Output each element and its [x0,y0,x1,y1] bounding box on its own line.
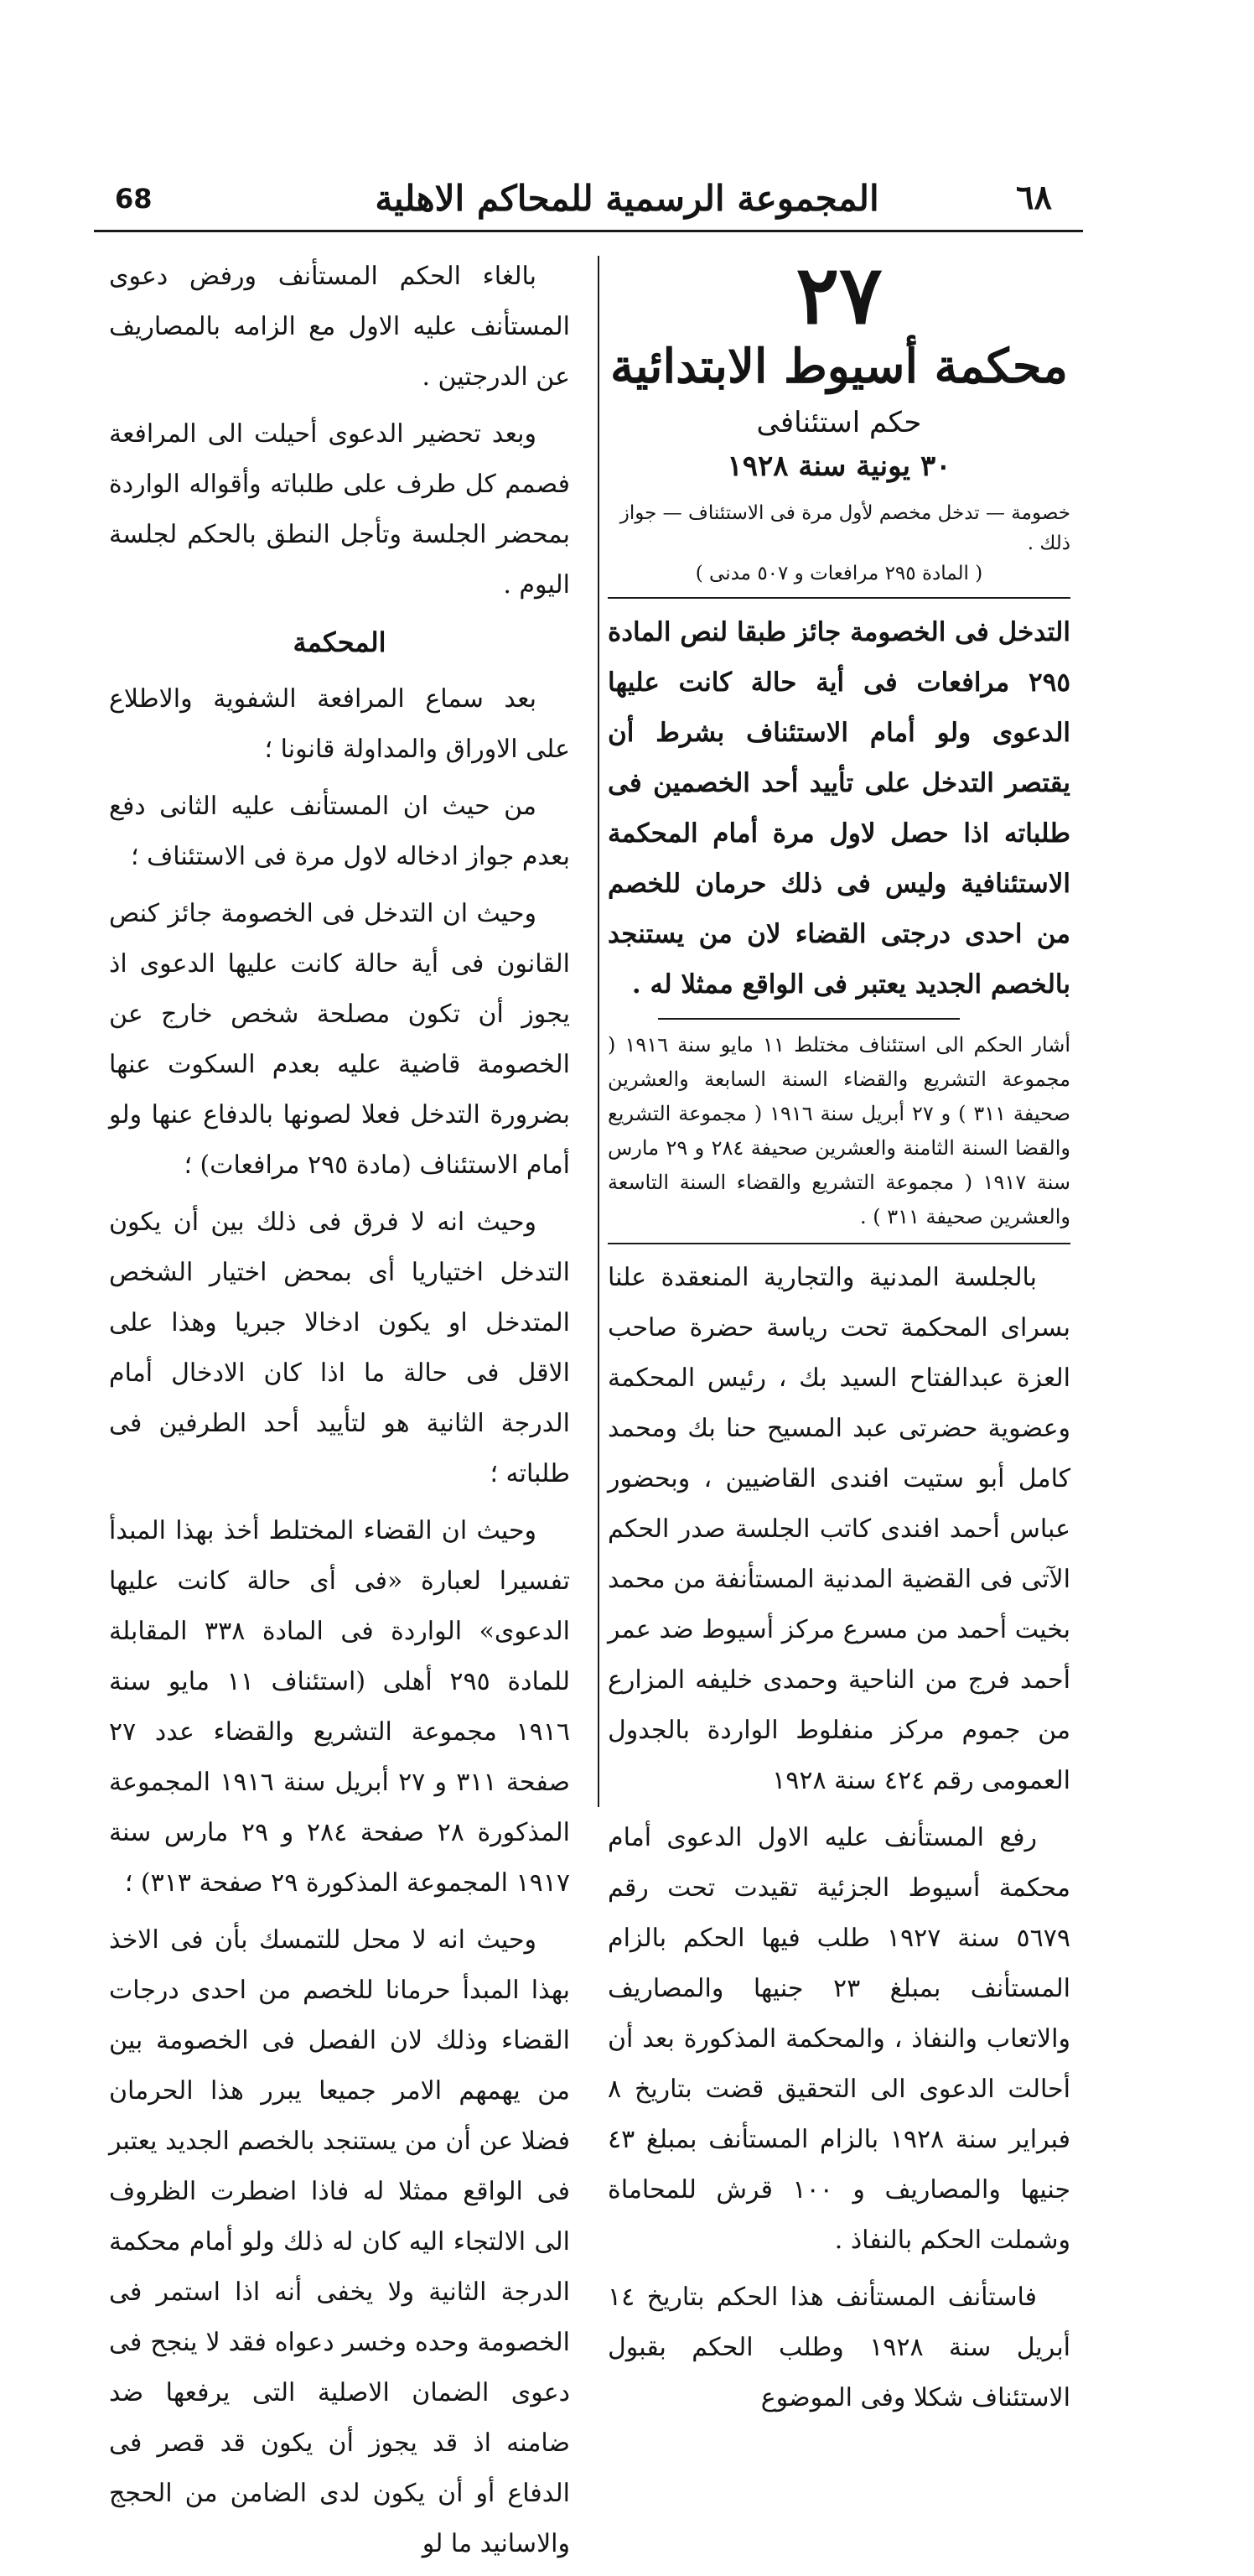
paragraph: بعد سماع المرافعة الشفوية والاطلاع على الاوراق والمداولة قانونا ؛ [109,684,570,764]
paragraph: بالغاء الحكم المستأنف ورفض دعوى المستأنف عليه الاول مع الزامه بالمصاريف عن الدرجتين . [109,262,570,392]
case-keywords: خصومة — تدخل مخصم لأول مرة فى الاستئناف — جواز ذلك . [619,502,1070,554]
header-rule [94,230,1083,232]
case-number: ٢٧ [795,247,883,342]
paragraph: وحيث ان التدخل فى الخصومة جائز كنص القانون فى أية حالة كانت عليها الدعوى اذ يجوز أن تكون مصلحة شخص خارج عن الخصومة قاضية عليه بعدم السكوت عنها بضرورة التدخل فعلا لصونها بالدفاع عنها ولو أمام الاستئناف (مادة ٢٩٥ مرافعات) ؛ [109,899,570,1180]
case-summary: التدخل فى الخصومة جائز طبقا لنص المادة ٢٩٥ مرافعات فى أية حالة كانت عليها الدعوى ولو أمام الاستئناف بشرط أن يقتصر التدخل على تأييد أحد الخصمين فى طلباته اذا حصل لاول مرة أمام المحكمة الاستئنافية وليس فى ذلك حرمان للخصم من احدى درجتى القضاء لان من يستنجد بالخصم الجديد يعتبر فى الواقع ممثلا له . [608,617,1070,1000]
judgment-type: حكم استئنافى [756,406,922,439]
paragraph: وحيث ان القضاء المختلط أخذ بهذا المبدأ تفسيرا لعبارة «فى أى حالة كانت عليها الدعوى» الواردة فى المادة ٣٣٨ المقابلة للمادة ٢٩٥ أهلى (استئناف ١١ مايو سنة ١٩١٦ مجموعة التشريع والقضاء عدد ٢٧ صفحة ٣١١ و ٢٧ أبريل سنة ١٩١٦ المجموعة المذكورة ٢٨ صفحة ٢٨٤ و ٢٩ مارس سنة ١٩١٧ المجموعة المذكورة ٢٩ صفحة ٣١٣) ؛ [109,1516,571,1898]
paragraph: وحيث انه لا محل للتمسك بأن فى الاخذ بهذا المبدأ حرمانا للخصم من احدى درجات القضاء وذلك لان الفصل فى الخصومة بين من يهمهم الامر جميعا يبرر هذا الحرمان فضلا عن أن من يستنجد بالخصم الجديد يعتبر فى الواقع ممثلا له فاذا اضطرت الظروف الى الالتجاء اليه كان له ذلك ولو أمام محكمة الدرجة الثانية ولا يخفى أنه اذا استمر فى الخصومة وحده وخسر دعواه فقد لا ينجح فى دعوى الضمان الاصلية التى يرفعها ضد ضامنه اذ قد يجوز أن يكون قد قصر فى الدفاع أو أن يكون لدى الضامن من الحجج والاسانيد ما لو [109,1925,570,2558]
paragraph: فاستأنف المستأنف هذا الحكم بتاريخ ١٤ أبريل سنة ١٩٢٨ وطلب الحكم بقبول الاستئناف شكلا وفى الموضوع [608,2283,1071,2412]
running-header-title: المجموعة الرسمية للمحاكم الاهلية [375,178,879,219]
body-divider [608,1243,1070,1244]
left-column [109,252,570,2576]
section-heading-court: المحكمة [293,626,386,658]
column-divider [598,256,599,1807]
case-reference-note: أشار الحكم الى استئناف مختلط ١١ مايو سنة ١٩١٦ ( مجموعة التشريع والقضاء السنة السابعة والعشرين صحيفة ٣١١ ) و ٢٧ أبريل سنة ١٩١٦ ( مجموعة التشريع والقضا السنة الثامنة والعشرين صحيفة ٢٨٤ و ٢٩ مارس سنة ١٩١٧ ( مجموعة التشريع والقضاء السنة التاسعة والعشرين صحيفة ٣١١ ) . [608,1033,1071,1228]
case-keywords-ref: ( المادة ٢٩٥ مرافعات و ٥٠٧ مدنى ) [695,563,983,584]
reference-divider [658,1018,960,1020]
paragraph: وحيث انه لا فرق فى ذلك بين أن يكون التدخل اختياريا أى بمحض اختيار الشخص المتدخل او يكون ادخالا جبريا وهذا على الاقل فى حالة ما اذا كان الادخال أمام الدرجة الثانية هو لتأييد أحد الطرفين فى طلباته ؛ [109,1208,570,1488]
paragraph: وبعد تحضير الدعوى أحيلت الى المرافعة فصمم كل طرف على طلباته وأقواله الواردة بمحضر الجلسة وتأجل النطق بالحكم لجلسة اليوم . [109,419,570,600]
page-number-latin: 68 [115,183,153,215]
page-number-arabic: ٦٨ [1016,178,1052,217]
paragraph: من حيث ان المستأنف عليه الثانى دفع بعدم جواز ادخاله لاول مرة فى الاستئناف ؛ [109,792,570,871]
right-body-text [608,1253,1070,2423]
right-column [608,247,1071,2430]
summary-divider [608,597,1070,599]
paragraph: رفع المستأنف عليه الاول الدعوى أمام محكمة أسيوط الجزئية تقيدت تحت رقم ٥٦٧٩ سنة ١٩٢٧ طلب فيها الحكم بالزام المستأنف بمبلغ ٢٣ جنيها والمصاريف والاتعاب والنفاذ ، والمحكمة المذكورة بعد أن أحالت الدعوى الى التحقيق قضت بتاريخ ٨ فبراير سنة ١٩٢٨ بالزام المستأنف بمبلغ ٤٣ جنيها والمصاريف و ١٠٠ قرش للمحاماة وشملت الحكم بالنفاذ . [608,1823,1071,2255]
judgment-date: ٣٠ يونية سنة ١٩٢٨ [727,449,951,483]
paragraph: بالجلسة المدنية والتجارية المنعقدة علنا بسراى المحكمة تحت رياسة حضرة صاحب العزة عبدالفتاح السيد بك ، رئيس المحكمة وعضوية حضرتى عبد المسيح حنا بك ومحمد كامل أبو ستيت افندى القاضيين ، وبحضور عباس أحمد افندى كاتب الجلسة صدر الحكم الآتى فى القضية المدنية المستأنفة من محمد بخيت أحمد من مسرع مركز أسيوط ضد عمر أحمد فرج من الناحية وحمدى خليفه المزارع من جموم مركز منفلوط الواردة بالجدول العمومى رقم ٤٢٤ سنة ١٩٢٨ [608,1263,1070,1795]
court-name: محكمة أسيوط الابتدائية [610,339,1068,394]
